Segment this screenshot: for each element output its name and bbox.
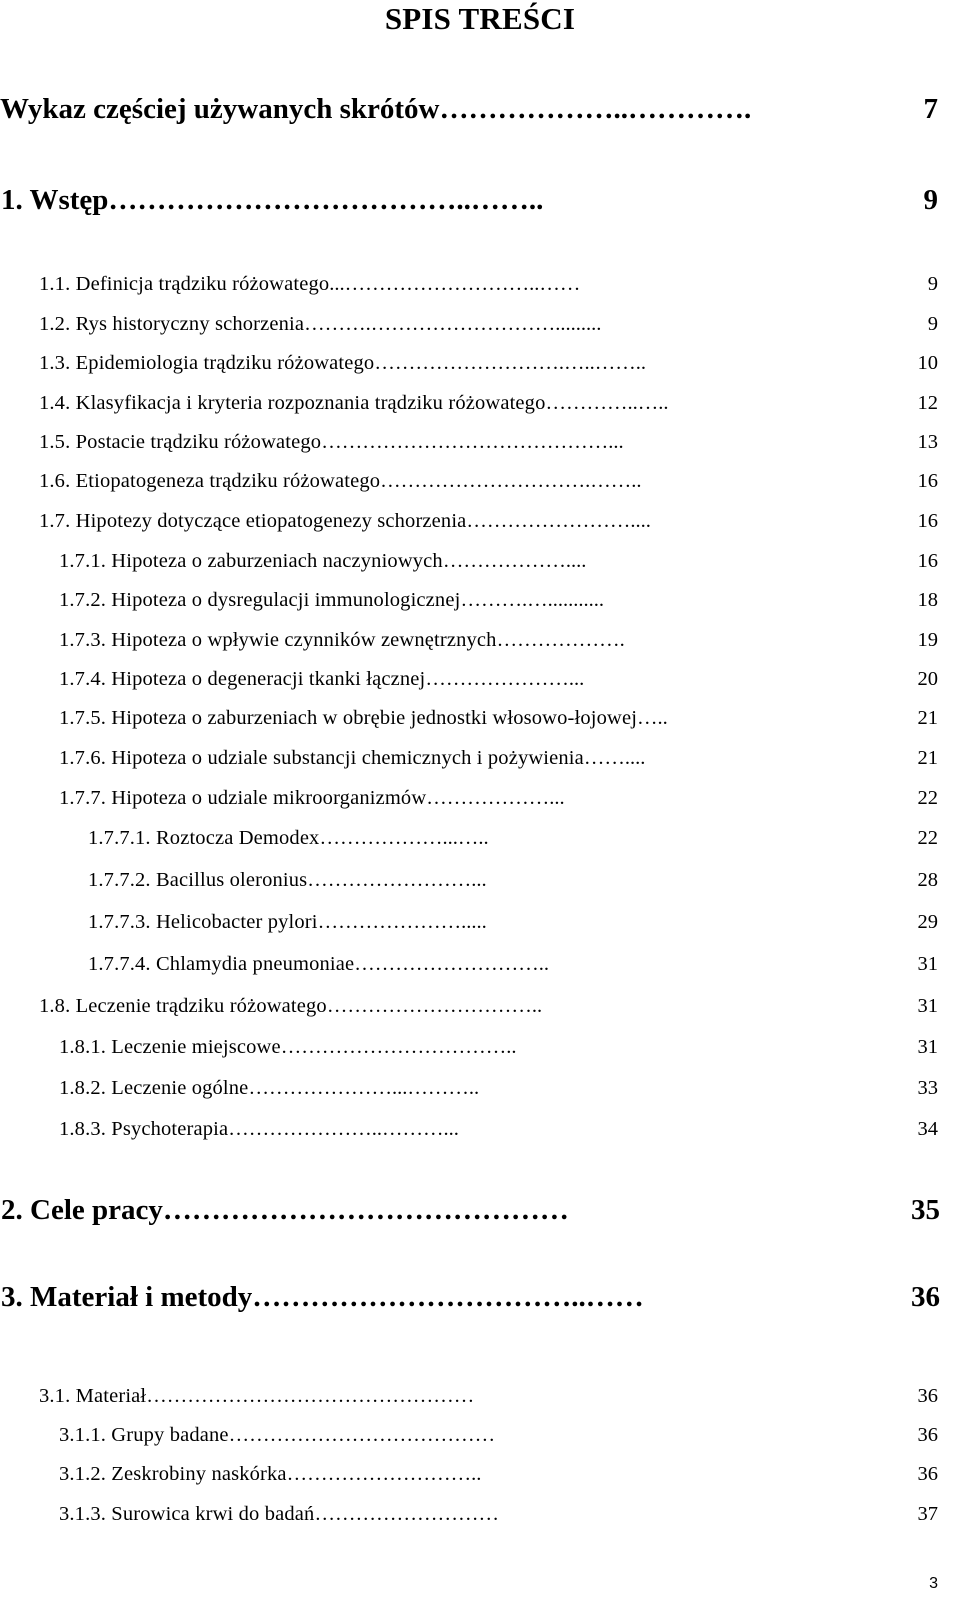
toc-label: Wykaz częściej używanych skrótów [0, 93, 440, 125]
toc-page: 28 [917, 869, 938, 891]
toc-page: 22 [917, 787, 938, 809]
toc-leader: ………………...….. [319, 827, 489, 849]
toc-entry-1-8[interactable] [39, 994, 938, 1018]
toc-page: 36 [917, 1424, 938, 1446]
toc-leader: ………………………………………… [146, 1385, 475, 1407]
toc-page: 16 [917, 550, 938, 572]
toc-leader: …………………...……….. [248, 1077, 480, 1099]
toc-leader: …….... [583, 747, 646, 769]
toc-entry-abbreviations[interactable] [0, 92, 938, 126]
toc-label: 1.7.7. Hipoteza o udziale mikroorganizmów [59, 787, 427, 809]
toc-page: 16 [917, 510, 938, 532]
toc-page: 22 [917, 827, 938, 849]
toc-label: 1. Wstęp [1, 184, 109, 216]
toc-entry-1-7-6[interactable] [59, 746, 938, 770]
toc-leader: ……………………….…..…….. [374, 352, 646, 374]
toc-page: 36 [917, 1463, 938, 1485]
toc-page: 18 [917, 589, 938, 611]
toc-page: 29 [917, 911, 938, 933]
toc-label: 1.7. Hipotezy dotyczące etiopatogenezy schorzenia [39, 510, 467, 532]
toc-leader: ……………………... [307, 869, 487, 891]
toc-label: 1.7.7.4. Chlamydia pneumoniae [88, 953, 355, 975]
toc-label: 3.1.2. Zeskrobiny naskórka [59, 1463, 287, 1485]
toc-label: 1.1. Definicja trądziku różowatego [39, 273, 330, 295]
toc-leader: ……………………… [314, 1503, 499, 1525]
toc-leader: ……………………………………... [321, 431, 624, 453]
toc-entry-1-7-5[interactable] [59, 706, 938, 730]
toc-page: 16 [917, 470, 938, 492]
toc-page: 31 [917, 995, 938, 1017]
toc-page: 12 [917, 392, 938, 414]
toc-entry-methods[interactable] [1, 1280, 940, 1314]
toc-entry-1-2[interactable] [39, 312, 938, 336]
toc-label: 1.8.1. Leczenie miejscowe [59, 1036, 281, 1058]
toc-page: 33 [917, 1077, 938, 1099]
toc-label: 1.6. Etiopatogeneza trądziku różowatego [39, 470, 381, 492]
toc-entry-1-8-2[interactable] [59, 1076, 938, 1100]
toc-label: 1.2. Rys historyczny schorzenia [39, 313, 305, 335]
toc-leader: ……………….... [442, 550, 587, 572]
toc-page: 21 [917, 707, 938, 729]
toc-label: 1.7.7.1. Roztocza Demodex [88, 827, 320, 849]
toc-page: 20 [917, 668, 938, 690]
toc-leader: …………………... [425, 668, 585, 690]
toc-page: 9 [927, 273, 938, 295]
toc-page: 34 [917, 1118, 938, 1140]
toc-entry-1-7-3[interactable] [59, 628, 938, 652]
toc-leader: ….. [637, 707, 668, 729]
toc-leader: …………..….. [545, 392, 669, 414]
toc-leader: ……….………………………......... [304, 313, 602, 335]
toc-leader: …………………..... [317, 911, 487, 933]
toc-entry-1-7-7-3[interactable] [88, 910, 938, 934]
toc-label: 2. Cele pracy [1, 1194, 163, 1226]
toc-entry-1-5[interactable] [39, 430, 938, 454]
toc-entry-1-7-7-2[interactable] [88, 868, 938, 892]
toc-page: 19 [917, 629, 938, 651]
toc-page: 36 [917, 1385, 938, 1407]
toc-page: 9 [923, 184, 938, 216]
toc-page: 13 [917, 431, 938, 453]
toc-entry-1-8-3[interactable] [59, 1117, 938, 1141]
toc-label: 1.8.3. Psychoterapia [59, 1118, 229, 1140]
toc-entry-goals[interactable] [1, 1193, 940, 1227]
toc-entry-1-3[interactable] [39, 351, 938, 375]
toc-leader: ...………………………..…… [329, 273, 581, 295]
toc-leader: ……….…........... [460, 589, 604, 611]
toc-leader: ……………………………..…… [252, 1281, 644, 1313]
page-title: SPIS TREŚCI [384, 1, 576, 36]
toc-leader: ………………………………… [228, 1424, 496, 1446]
toc-page: 31 [917, 953, 938, 975]
toc-label: 1.3. Epidemiologia trądziku różowatego [39, 352, 375, 374]
page-number: 3 [929, 1575, 938, 1592]
toc-label: 1.8. Leczenie trądziku różowatego [39, 995, 327, 1017]
toc-page: 10 [917, 352, 938, 374]
toc-label: 3.1.1. Grupy badane [59, 1424, 229, 1446]
toc-page: 36 [911, 1281, 940, 1313]
toc-page: 9 [927, 313, 938, 335]
toc-leader: …………………..………... [228, 1118, 459, 1140]
toc-label: 1.7.4. Hipoteza o degeneracji tkanki łącznej [59, 668, 426, 690]
toc-leader: ………………. [496, 629, 625, 651]
toc-entry-1-6[interactable] [39, 469, 938, 493]
toc-entry-intro[interactable] [1, 183, 938, 217]
toc-label: 1.7.5. Hipoteza o zaburzeniach w obrębie jednostki włosowo-łojowej [59, 707, 638, 729]
toc-leader: …………………………….. [280, 1036, 517, 1058]
toc-entry-3-1[interactable] [39, 1384, 938, 1408]
toc-leader: ………………..…………. [439, 93, 752, 125]
toc-page: 35 [911, 1194, 940, 1226]
toc-entry-3-1-3[interactable] [59, 1502, 938, 1526]
toc-label: 1.7.3. Hipoteza o wpływie czynników zewnętrznych [59, 629, 497, 651]
toc-leader: ……………………….. [286, 1463, 482, 1485]
toc-label: 1.7.7.3. Helicobacter pylori [88, 911, 318, 933]
toc-entry-1-7-1[interactable] [59, 549, 938, 573]
toc-leader: ………………………….…….. [380, 470, 642, 492]
toc-leader: …………………………………… [162, 1194, 569, 1226]
toc-label: 3. Materiał i metody [1, 1281, 253, 1313]
toc-label: 1.7.1. Hipoteza o zaburzeniach naczyniowych [59, 550, 443, 572]
toc-entry-1-8-1[interactable] [59, 1035, 938, 1059]
toc-entry-1-7-4[interactable] [59, 667, 938, 691]
toc-entry-1-7-7[interactable] [59, 786, 938, 810]
toc-label: 3.1.3. Surowica krwi do badań [59, 1503, 315, 1525]
toc-label: 1.7.2. Hipoteza o dysregulacji immunologicznej [59, 589, 461, 611]
toc-entry-1-7-2[interactable] [59, 588, 938, 612]
toc-entry-1-4[interactable] [39, 391, 938, 415]
toc-leader: ……………………….. [354, 953, 549, 975]
toc-label: 1.7.7.2. Bacillus oleronius [88, 869, 308, 891]
toc-entry-1-7[interactable] [39, 509, 938, 533]
toc-entry-1-1[interactable] [39, 272, 938, 296]
toc-leader: ………………………….. [326, 995, 543, 1017]
toc-entry-1-7-7-4[interactable] [88, 952, 938, 976]
toc-label: 3.1. Materiał [39, 1385, 147, 1407]
toc-leader: …………………….... [466, 510, 651, 532]
toc-label: 1.4. Klasyfikacja i kryteria rozpoznania trądziku różowatego [39, 392, 546, 414]
toc-page: 37 [917, 1503, 938, 1525]
toc-label: 1.5. Postacie trądziku różowatego [39, 431, 322, 453]
toc-label: 1.8.2. Leczenie ogólne [59, 1077, 249, 1099]
toc-label: 1.7.6. Hipoteza o udziale substancji chemicznych i pożywienia [59, 747, 584, 769]
toc-page: 21 [917, 747, 938, 769]
toc-entry-1-7-7-1[interactable] [88, 826, 938, 850]
toc-entry-3-1-2[interactable] [59, 1462, 938, 1486]
toc-entry-3-1-1[interactable] [59, 1423, 938, 1447]
toc-leader: ………………………………..…….. [108, 184, 544, 216]
toc-page: 31 [917, 1036, 938, 1058]
toc-page: 7 [923, 93, 938, 125]
toc-leader: ………………... [426, 787, 565, 809]
